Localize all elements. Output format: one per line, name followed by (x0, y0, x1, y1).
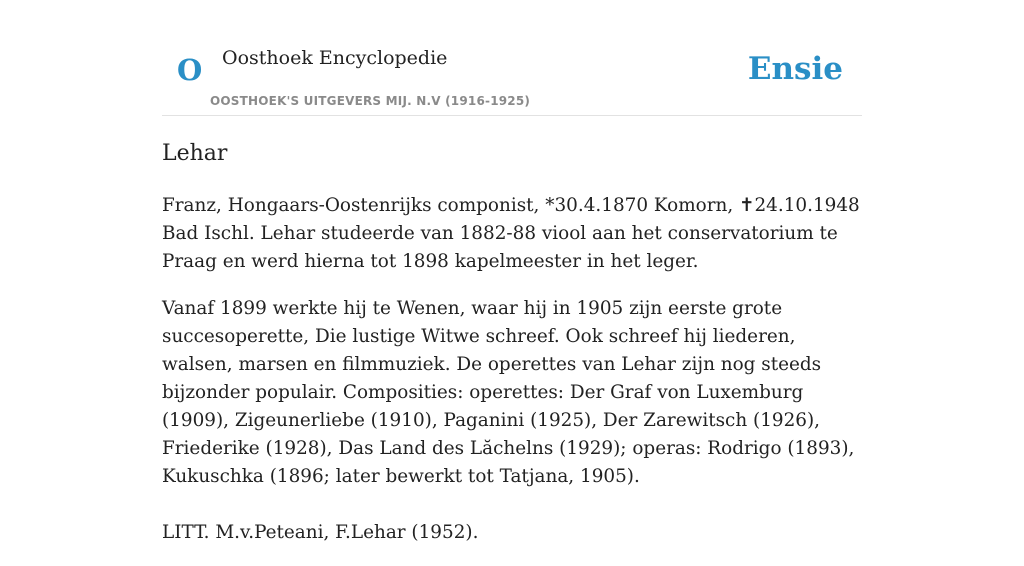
article-body (162, 192, 862, 566)
ensie-logo-link[interactable]: Ensie (747, 51, 843, 87)
article-paragraph: Vanaf 1899 werkte hij te Wenen, waar hij in 1905 zijn eerste grote succesoperette, Die lustige Witwe schreef. Ook schreef hij liederen, walsen, marsen en filmmuziek. De operettes van Lehar zijn nog steeds bijzonder populair. Composities: operettes: Der Graf von Luxemburg (1909), Zigeunerliebe (1910), Paganini (1925), Der Zarewitsch (1926), Friederike (1928), Das Land des Lăchelns (1929); operas: Rodrigo (1893), Kukuschka (1896; later bewerkt tot Tatjana, 1905). (162, 298, 855, 487)
source-logo[interactable]: O (177, 53, 203, 87)
publisher-label: OOSTHOEK'S UITGEVERS MIJ. N.V (1916-1925) (210, 94, 531, 108)
article-paragraph: Franz, Hongaars-Oostenrijks componist, *30.4.1870 Komorn, ✝24.10.1948 Bad Ischl. Lehar studeerde van 1882-88 viool aan het conservatorium te Praag en werd hierna tot 1898 kapelmeester in het leger. (162, 195, 860, 272)
literature-reference: LITT. M.v.Peteani, F.Lehar (1952). (162, 522, 479, 543)
source-header (162, 0, 862, 116)
article-title: Lehar (162, 141, 228, 166)
page (162, 0, 862, 543)
source-title-link[interactable]: Oosthoek Encyclopedie (222, 47, 448, 69)
